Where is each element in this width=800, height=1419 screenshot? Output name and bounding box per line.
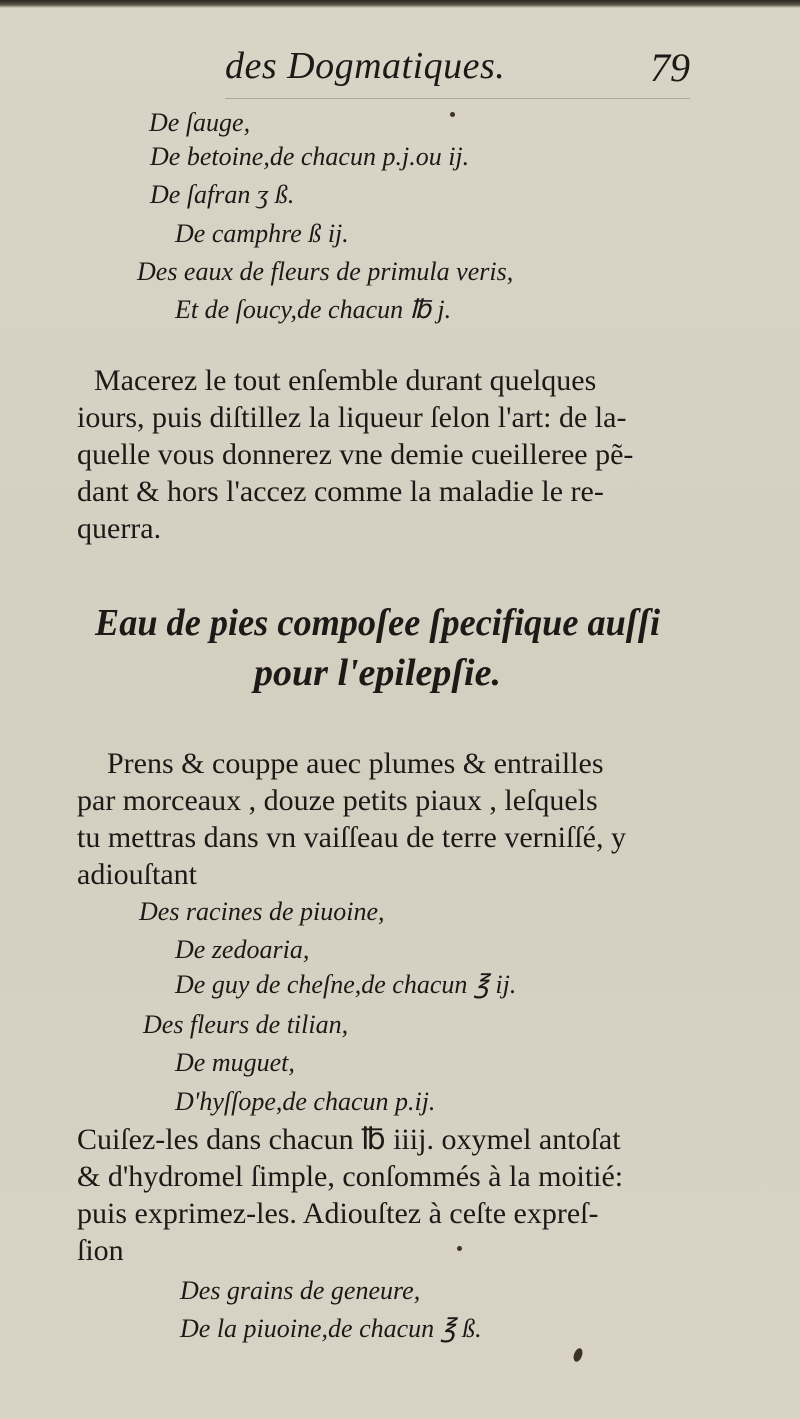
text-line: iours, puis diſtillez la liqueur ſelon l'art: de la- xyxy=(77,401,627,434)
header-rule xyxy=(225,98,690,99)
ink-blot xyxy=(572,1347,584,1363)
text-line: ſion xyxy=(77,1234,124,1267)
ink-dot xyxy=(450,112,455,117)
list-item: Des fleurs de tilian, xyxy=(143,1010,349,1039)
text-line: Macerez le tout enſemble durant quelques xyxy=(94,364,597,397)
list-item: D'hyſſope,de chacun p.ij. xyxy=(175,1087,436,1116)
paragraph-macerez xyxy=(77,362,682,547)
page-header xyxy=(225,40,690,100)
list-item: De camphre ß ij. xyxy=(175,219,349,248)
list-item: De ſafran ʒ ß. xyxy=(150,180,295,209)
list-item: Et de ſoucy,de chacun ℔ j. xyxy=(175,295,452,324)
list-item: De betoine,de chacun p.j.ou ij. xyxy=(150,142,470,171)
text-line: puis exprimez-les. Adiouſtez à ceſte expreſ- xyxy=(77,1197,599,1230)
list-item: De ſauge, xyxy=(149,108,251,137)
list-item: De zedoaria, xyxy=(175,935,310,964)
list-item: De muguet, xyxy=(175,1048,295,1077)
text-line: Cuiſez-les dans chacun ℔ iiij. oxymel antoſat xyxy=(77,1123,621,1156)
text-line: par morceaux , douze petits piaux , leſquels xyxy=(77,784,598,817)
text-line: tu mettras dans vn vaiſſeau de terre verniſſé, y xyxy=(77,821,626,854)
text-line: Prens & couppe auec plumes & entrailles xyxy=(107,747,604,780)
list-item: De guy de cheſne,de chacun ℥ ij. xyxy=(175,970,517,999)
text-line: dant & hors l'accez comme la maladie le re- xyxy=(77,475,604,508)
text-line: & d'hydromel ſimple, conſommés à la moitié: xyxy=(77,1160,624,1193)
section-heading xyxy=(95,598,660,698)
running-title: des Dogmatiques. xyxy=(225,45,506,87)
text-line: quelle vous donnerez vne demie cueilleree pẽ- xyxy=(77,438,634,471)
page-number: 79 xyxy=(650,45,690,90)
paragraph-cuisez xyxy=(77,1121,682,1269)
heading-line: Eau de pies compoſee ſpecifique auſſi xyxy=(95,602,661,644)
text-line: querra. xyxy=(77,512,162,545)
ink-dot xyxy=(457,1246,462,1251)
page-edge-shadow xyxy=(0,0,800,8)
list-item: Des grains de geneure, xyxy=(180,1276,421,1305)
text-line: adiouſtant xyxy=(77,858,197,891)
list-item: Des racines de piuoine, xyxy=(139,897,385,926)
list-item: De la piuoine,de chacun ℥ ß. xyxy=(180,1314,482,1343)
list-item: Des eaux de fleurs de primula veris, xyxy=(137,257,514,286)
paragraph-prens xyxy=(77,745,682,893)
heading-line: pour l'epilepſie. xyxy=(254,652,501,694)
